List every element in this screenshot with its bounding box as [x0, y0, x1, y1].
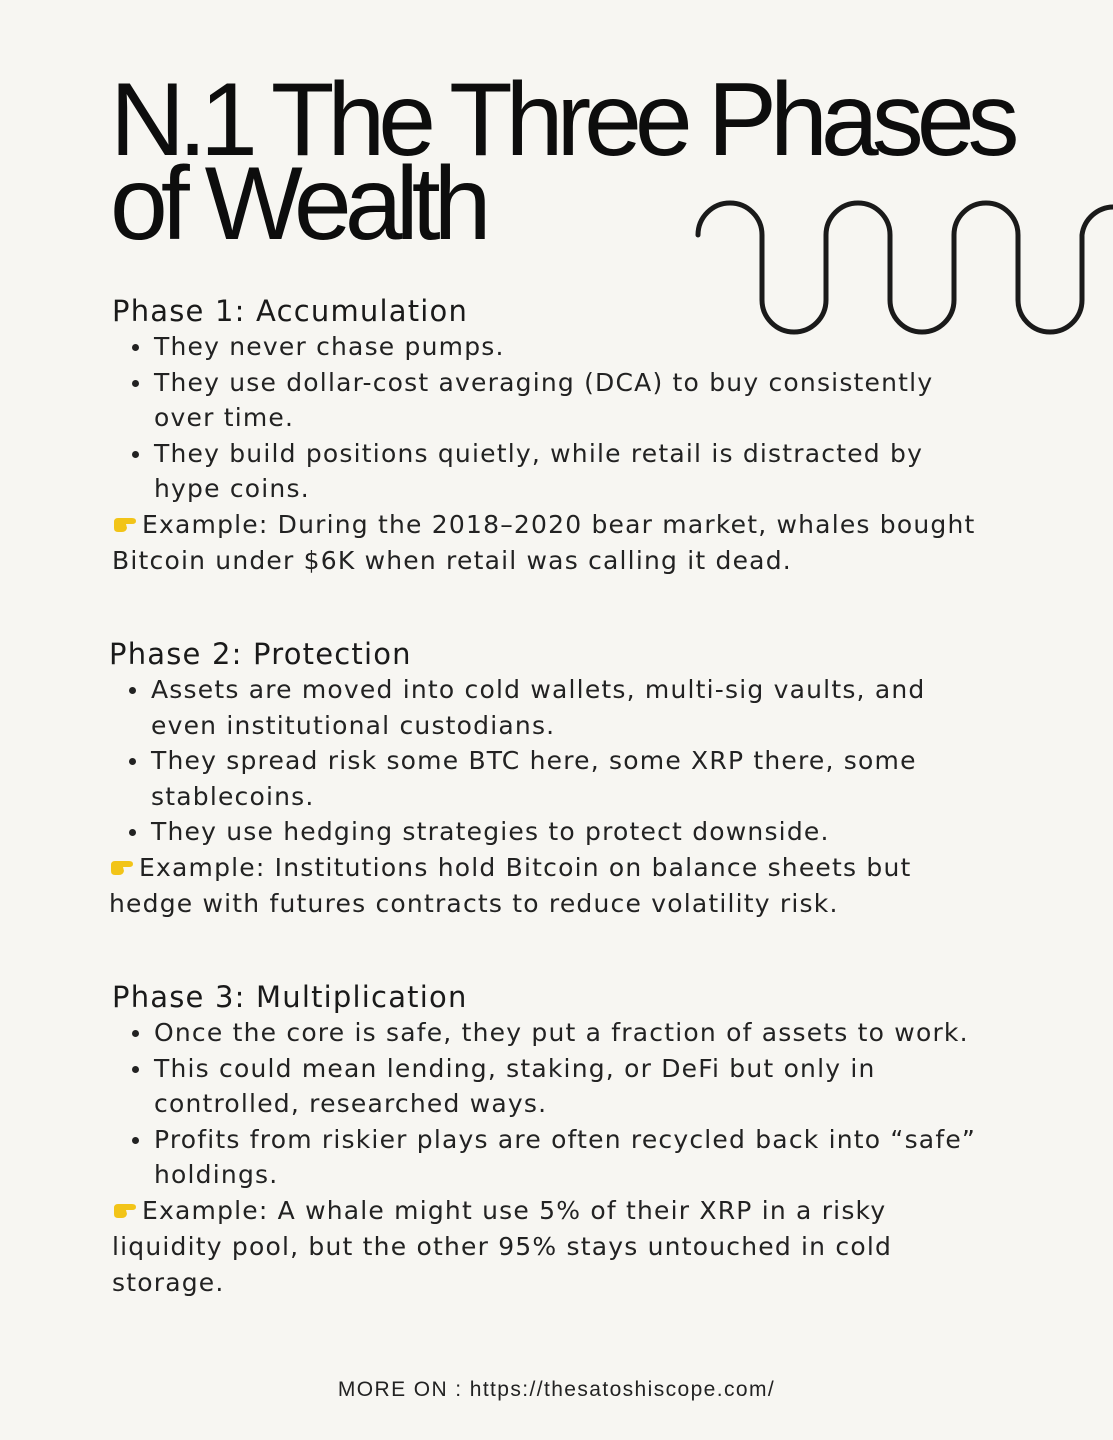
phase-3-example	[112, 1193, 912, 1301]
list-item: Assets are moved into cold wallets, multi-sig vaults, and even institutional custodians.	[151, 672, 961, 743]
page-title-line-1: N.1 The Three Phases	[110, 62, 1013, 178]
phase-3-example-text: Example: A whale might use 5% of their XRP in a risky liquidity pool, but the other 95% stays untouched in cold storage.	[112, 1195, 893, 1297]
phase-1-bullets	[112, 329, 964, 507]
phase-1-heading: Phase 1: Accumulation	[112, 294, 469, 328]
list-item: They use dollar-cost averaging (DCA) to buy consistently over time.	[154, 365, 964, 436]
phase-2-section	[109, 636, 1009, 922]
list-item: This could mean lending, staking, or DeFi but only in controlled, researched ways.	[154, 1051, 1014, 1122]
phase-1-example-text: Example: During the 2018–2020 bear market, whales bought Bitcoin under $6K when retail was calling it dead.	[112, 509, 976, 576]
phase-3-bullets	[112, 1015, 1014, 1193]
phase-1-section	[112, 293, 1012, 579]
list-item: Profits from riskier plays are often recycled back into “safe” holdings.	[154, 1122, 1014, 1193]
phase-1-example	[112, 507, 1002, 579]
phase-3-section	[112, 979, 1012, 1300]
list-item: They use hedging strategies to protect downside.	[151, 814, 961, 850]
list-item: They spread risk some BTC here, some XRP there, some stablecoins.	[151, 743, 961, 814]
list-item: They never chase pumps.	[154, 329, 964, 365]
phase-2-example	[109, 850, 949, 922]
phase-2-heading: Phase 2: Protection	[109, 637, 412, 671]
phase-2-bullets	[109, 672, 961, 850]
list-item: They build positions quietly, while retail is distracted by hype coins.	[154, 436, 964, 507]
pointing-hand-icon	[109, 851, 139, 887]
phase-2-example-text: Example: Institutions hold Bitcoin on balance sheets but hedge with futures contracts to reduce volatility risk.	[109, 852, 912, 919]
footer-more-on-link[interactable]: MORE ON : https://thesatoshiscope.com/	[337, 1378, 776, 1401]
pointing-hand-icon	[112, 1194, 142, 1230]
page-title-line-2: of Wealth	[110, 146, 485, 262]
phase-3-heading: Phase 3: Multiplication	[112, 980, 468, 1014]
pointing-hand-icon	[112, 508, 142, 544]
list-item: Once the core is safe, they put a fraction of assets to work.	[154, 1015, 1014, 1051]
